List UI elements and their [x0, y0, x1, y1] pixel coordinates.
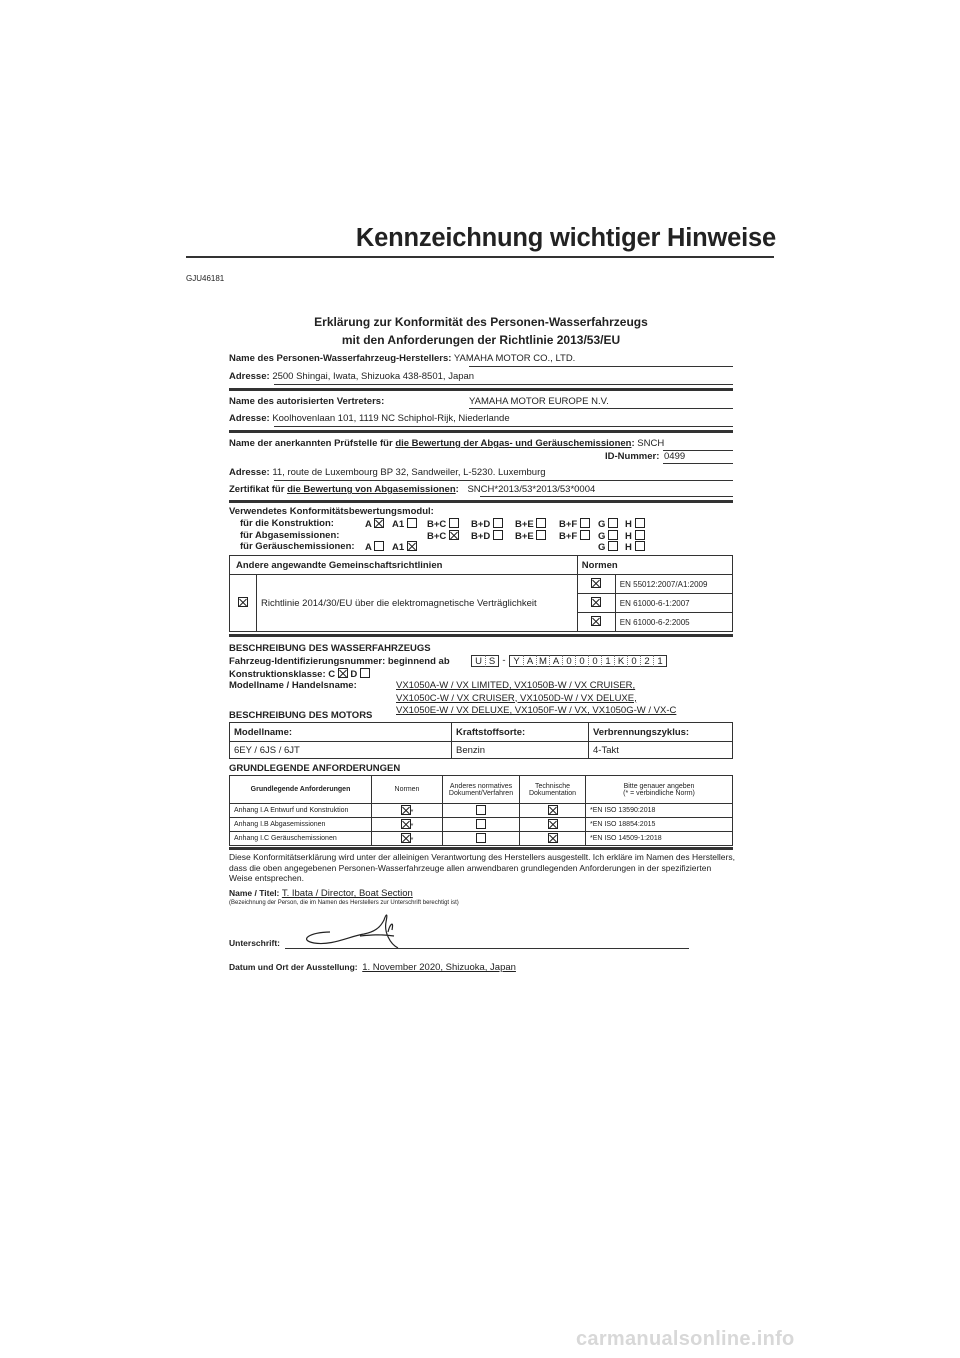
requirements-table	[229, 775, 733, 846]
vin-char: M	[536, 655, 549, 667]
engine-header: Modellname:	[230, 723, 452, 742]
date-value: 1. November 2020, Shizuoka, Japan	[362, 962, 516, 973]
date-row	[229, 962, 733, 976]
req-other-check	[443, 818, 520, 832]
notified-address: 11, route de Luxembourg BP 32, Sandweiler, L-5230. Luxemburg	[272, 467, 546, 478]
notified-address-row	[229, 467, 733, 481]
checked-box-icon	[548, 805, 558, 815]
module-item	[598, 518, 618, 530]
module-item-label: B+E	[515, 519, 534, 530]
req-header: Technische Dokumentation	[520, 776, 586, 804]
vin-char: A	[549, 655, 562, 667]
vin-char: 1	[601, 655, 614, 667]
separator	[229, 430, 733, 433]
req-norm: *EN ISO 18854:2015	[586, 818, 733, 832]
req-header-specify	[586, 776, 733, 804]
notified-body-label-suffix: :	[631, 438, 635, 449]
checkbox-icon	[580, 518, 590, 528]
vin-char: S	[485, 655, 498, 667]
certificate-label-prefix: Zertifikat für	[229, 484, 288, 495]
model-line: VX1050A-W / VX LIMITED, VX1050B-W / VX CRUISER,	[396, 680, 636, 691]
class-label: Konstruktionsklasse: C	[229, 669, 336, 680]
module-item	[427, 518, 459, 530]
manufacturer-address-underline	[274, 384, 733, 385]
checked-box-icon	[548, 819, 558, 829]
header-rule	[186, 256, 774, 258]
directives-header: Andere angewandte Gemeinschaftsrichtlinien	[230, 556, 578, 575]
signature-line	[285, 948, 689, 949]
vin-char: 0	[575, 655, 588, 667]
manufacturer-address: 2500 Shingai, Iwata, Shizuoka 438-8501, Japan	[272, 371, 475, 382]
checkbox-icon	[608, 530, 618, 540]
certificate-value: SNCH*2013/53*2013/53*0004	[467, 484, 596, 495]
req-header: Normen	[372, 776, 443, 804]
representative-address: Koolhovenlaan 101, 1119 NC Schiphol-Rijk, Niederlande	[272, 413, 510, 424]
watermark: carmanualsonline.info	[576, 1328, 795, 1350]
representative-value: YAMAHA MOTOR EUROPE N.V.	[469, 396, 609, 407]
engine-value: 4-Takt	[589, 742, 733, 759]
checked-box-icon	[407, 541, 417, 551]
checkbox-icon	[476, 819, 486, 829]
engine-table	[229, 722, 733, 759]
representative-underline	[469, 408, 733, 409]
separator	[229, 634, 733, 637]
checked-box-icon	[591, 578, 601, 588]
vin-char: A	[523, 655, 536, 667]
date-label: Datum und Ort der Ausstellung:	[229, 962, 358, 972]
checked-box-icon	[591, 616, 601, 626]
certificate-label-ul: die Bewertung von Abgasemissionen	[287, 484, 456, 495]
checkbox-icon	[635, 518, 645, 528]
module-item	[392, 518, 417, 530]
module-item	[427, 530, 459, 542]
module-item	[365, 518, 384, 530]
declaration-title-line2: mit den Anforderungen der Richtlinie 2013/53/EU	[341, 333, 621, 347]
signature-icon	[300, 910, 412, 950]
checked-box-icon	[374, 518, 384, 528]
id-underline	[663, 463, 733, 464]
engine-heading: BESCHREIBUNG DES MOTORS	[229, 710, 373, 721]
declaration-title	[229, 313, 733, 349]
module-item-label: A1	[392, 542, 405, 553]
vin-char: U	[472, 655, 485, 667]
module-item-label: H	[625, 542, 632, 553]
vin-char: 0	[588, 655, 601, 667]
module-item-label: G	[598, 542, 606, 553]
id-value: 0499	[664, 451, 686, 462]
directive-text: Richtlinie 2014/30/EU über die elektromagnetische Verträglichkeit	[257, 575, 578, 632]
module-item	[598, 541, 618, 553]
manufacturer-address-label: Adresse:	[229, 371, 270, 382]
separator	[229, 500, 733, 503]
req-norm: *EN ISO 14509-1:2018	[586, 832, 733, 846]
representative-label: Name des autorisierten Vertreters:	[229, 396, 385, 407]
engine-value: 6EY / 6JS / 6JT	[230, 742, 452, 759]
representative-address-row	[229, 413, 733, 427]
vin-char: 0	[562, 655, 575, 667]
modules-heading: Verwendetes Konformitätsbewertungsmodul:	[229, 506, 434, 517]
checkbox-icon	[374, 541, 384, 551]
representative-address-label: Adresse:	[229, 413, 270, 424]
req-name: Anhang I.C Geräuschemissionen	[230, 832, 372, 846]
checkbox-icon	[536, 518, 546, 528]
module-item	[515, 530, 546, 542]
class-d-label: D	[350, 669, 358, 680]
module-row-label: für die Konstruktion:	[240, 518, 334, 529]
norm-checkbox-cell	[577, 613, 615, 632]
manufacturer-underline	[469, 366, 733, 367]
vin-char: K	[614, 655, 627, 667]
checkbox-icon	[493, 518, 503, 528]
vin-char: Y	[510, 655, 523, 667]
module-item	[471, 518, 503, 530]
notified-body-label-prefix: Name der anerkannten Prüfstelle für	[229, 438, 396, 449]
checkbox-icon	[536, 530, 546, 540]
req-name: Anhang I.A Entwurf und Konstruktion	[230, 804, 372, 818]
module-item	[625, 541, 645, 553]
certificate-label-suffix: :	[455, 484, 459, 495]
req-norm-check: *	[372, 832, 443, 846]
module-item	[559, 530, 590, 542]
module-item-label: B+F	[559, 519, 578, 530]
model-label: Modellname / Handelsname:	[229, 680, 357, 691]
manufacturer-row	[229, 353, 733, 367]
separator	[229, 388, 733, 391]
checkbox-icon	[476, 833, 486, 843]
module-item-label: B+C	[427, 531, 447, 542]
module-item-label: H	[625, 519, 632, 530]
requirements-heading: GRUNDLEGENDE ANFORDERUNGEN	[229, 763, 401, 774]
checkbox-icon	[449, 518, 459, 528]
module-item	[471, 530, 503, 542]
norm-checkbox-cell	[577, 594, 615, 613]
norm-text: EN 55012:2007/A1:2009	[615, 575, 732, 594]
module-item	[515, 518, 546, 530]
module-item-label: G	[598, 519, 606, 530]
model-line: VX1050E-W / VX DELUXE, VX1050F-W / VX, VX1050G-W / VX-C	[396, 705, 677, 716]
checked-box-icon	[238, 597, 248, 607]
checkbox-icon	[493, 530, 503, 540]
checkbox-icon	[360, 668, 370, 678]
module-item-label: A	[365, 542, 372, 553]
directives-table	[229, 555, 733, 632]
module-row-label: für Geräuschemissionen:	[240, 541, 355, 552]
manufacturer-value: YAMAHA MOTOR CO., LTD.	[453, 353, 576, 364]
model-line: VX1050C-W / VX CRUISER, VX1050D-W / VX DELUXE,	[396, 692, 637, 704]
module-item	[365, 541, 384, 553]
module-item-label: B+F	[559, 531, 578, 542]
req-header: Grundlegende Anforderungen	[230, 776, 372, 804]
norm-text: EN 61000-6-1:2007	[615, 594, 732, 613]
checked-box-icon	[401, 805, 411, 815]
module-item-label: B+D	[471, 519, 491, 530]
checkbox-icon	[608, 541, 618, 551]
vin-char: 0	[627, 655, 640, 667]
id-label: ID-Nummer:	[605, 451, 660, 462]
checked-box-icon	[401, 819, 411, 829]
checkbox-icon	[476, 805, 486, 815]
checked-box-icon	[548, 833, 558, 843]
req-header: Anderes normatives Dokument/Verfahren	[443, 776, 520, 804]
module-row-label: für Abgasemissionen:	[240, 530, 340, 541]
notified-body-row	[229, 438, 733, 452]
norms-header: Normen	[577, 556, 732, 575]
engine-value: Benzin	[452, 742, 589, 759]
craft-heading: BESCHREIBUNG DES WASSERFAHRZEUGS	[229, 643, 431, 654]
checked-box-icon	[591, 597, 601, 607]
req-other-check	[443, 804, 520, 818]
module-item-label: G	[598, 531, 606, 542]
module-item	[559, 518, 590, 530]
vin-dash: -	[502, 655, 506, 666]
directive-checkbox-cell	[230, 575, 257, 632]
norm-text: EN 61000-6-2:2005	[615, 613, 732, 632]
req-header-line: (* = verbindliche Norm)	[623, 789, 695, 797]
manufacturer-address-row	[229, 371, 733, 385]
notified-body-label-ul: die Bewertung der Abgas- und Geräuschemissionen	[395, 438, 632, 449]
req-doc-check	[520, 818, 586, 832]
vin-char: 1	[653, 655, 666, 667]
checked-box-icon	[338, 668, 348, 678]
req-doc-check	[520, 804, 586, 818]
separator	[229, 847, 733, 850]
checked-box-icon	[449, 530, 459, 540]
checked-box-icon	[401, 833, 411, 843]
module-item-label: B+C	[427, 519, 447, 530]
req-norm-check: *	[372, 818, 443, 832]
module-item-label: A1	[392, 519, 405, 530]
vin-group	[471, 655, 499, 667]
req-header-line: Bitte genauer angeben	[623, 782, 695, 790]
conformity-statement: Diese Konformitätserklärung wird unter der alleinigen Verantwortung des Herstellers ausgestellt. Ich erkläre im Namen des Herstellers, dass die oben angegebenen Personen-Wasserfahrzeuge allen anwendbaren grundlegenden Anforderungen in der spezifizierten Weise entsprechen.	[229, 852, 735, 883]
req-doc-check	[520, 832, 586, 846]
declaration-title-line1: Erklärung zur Konformität des Personen-Wasserfahrzeugs	[314, 315, 648, 329]
checkbox-icon	[580, 530, 590, 540]
module-item	[392, 541, 417, 553]
section-code: GJU46181	[186, 274, 225, 283]
class-row	[229, 668, 370, 680]
checkbox-icon	[608, 518, 618, 528]
representative-address-underline	[274, 426, 733, 427]
engine-header: Kraftstoffsorte:	[452, 723, 589, 742]
checkbox-icon	[635, 530, 645, 540]
certificate-underline	[480, 496, 733, 497]
notified-body-value: SNCH	[637, 438, 665, 449]
req-norm: *EN ISO 13590:2018	[586, 804, 733, 818]
checkbox-icon	[407, 518, 417, 528]
name-note: (Bezeichnung der Person, die im Namen des Herstellers zur Unterschrift berechtigt ist)	[229, 900, 459, 906]
module-item-label: A	[365, 519, 372, 530]
name-title-label: Name / Titel:	[229, 888, 280, 898]
page-title: Kennzeichnung wichtiger Hinweise	[355, 224, 776, 252]
vin-group	[509, 655, 667, 667]
module-item-label: B+E	[515, 531, 534, 542]
module-item-label: H	[625, 531, 632, 542]
vin-char: 2	[640, 655, 653, 667]
name-title-value: T. Ibata / Director, Boat Section	[281, 888, 413, 899]
vin-label: Fahrzeug-Identifizierungsnummer: beginnend ab	[229, 656, 450, 667]
req-name: Anhang I.B Abgasemissionen	[230, 818, 372, 832]
signature-label: Unterschrift:	[229, 938, 281, 948]
engine-header: Verbrennungszyklus:	[589, 723, 733, 742]
req-other-check	[443, 832, 520, 846]
notified-address-underline	[274, 480, 733, 481]
manufacturer-label: Name des Personen-Wasserfahrzeug-Herstellers:	[229, 353, 452, 364]
checkbox-icon	[635, 541, 645, 551]
model-list	[396, 680, 676, 718]
module-item-label: B+D	[471, 531, 491, 542]
notified-address-label: Adresse:	[229, 467, 270, 478]
vin-boxes	[471, 655, 667, 667]
req-norm-check: *	[372, 804, 443, 818]
norm-checkbox-cell	[577, 575, 615, 594]
module-item	[625, 518, 645, 530]
id-row	[229, 451, 733, 465]
